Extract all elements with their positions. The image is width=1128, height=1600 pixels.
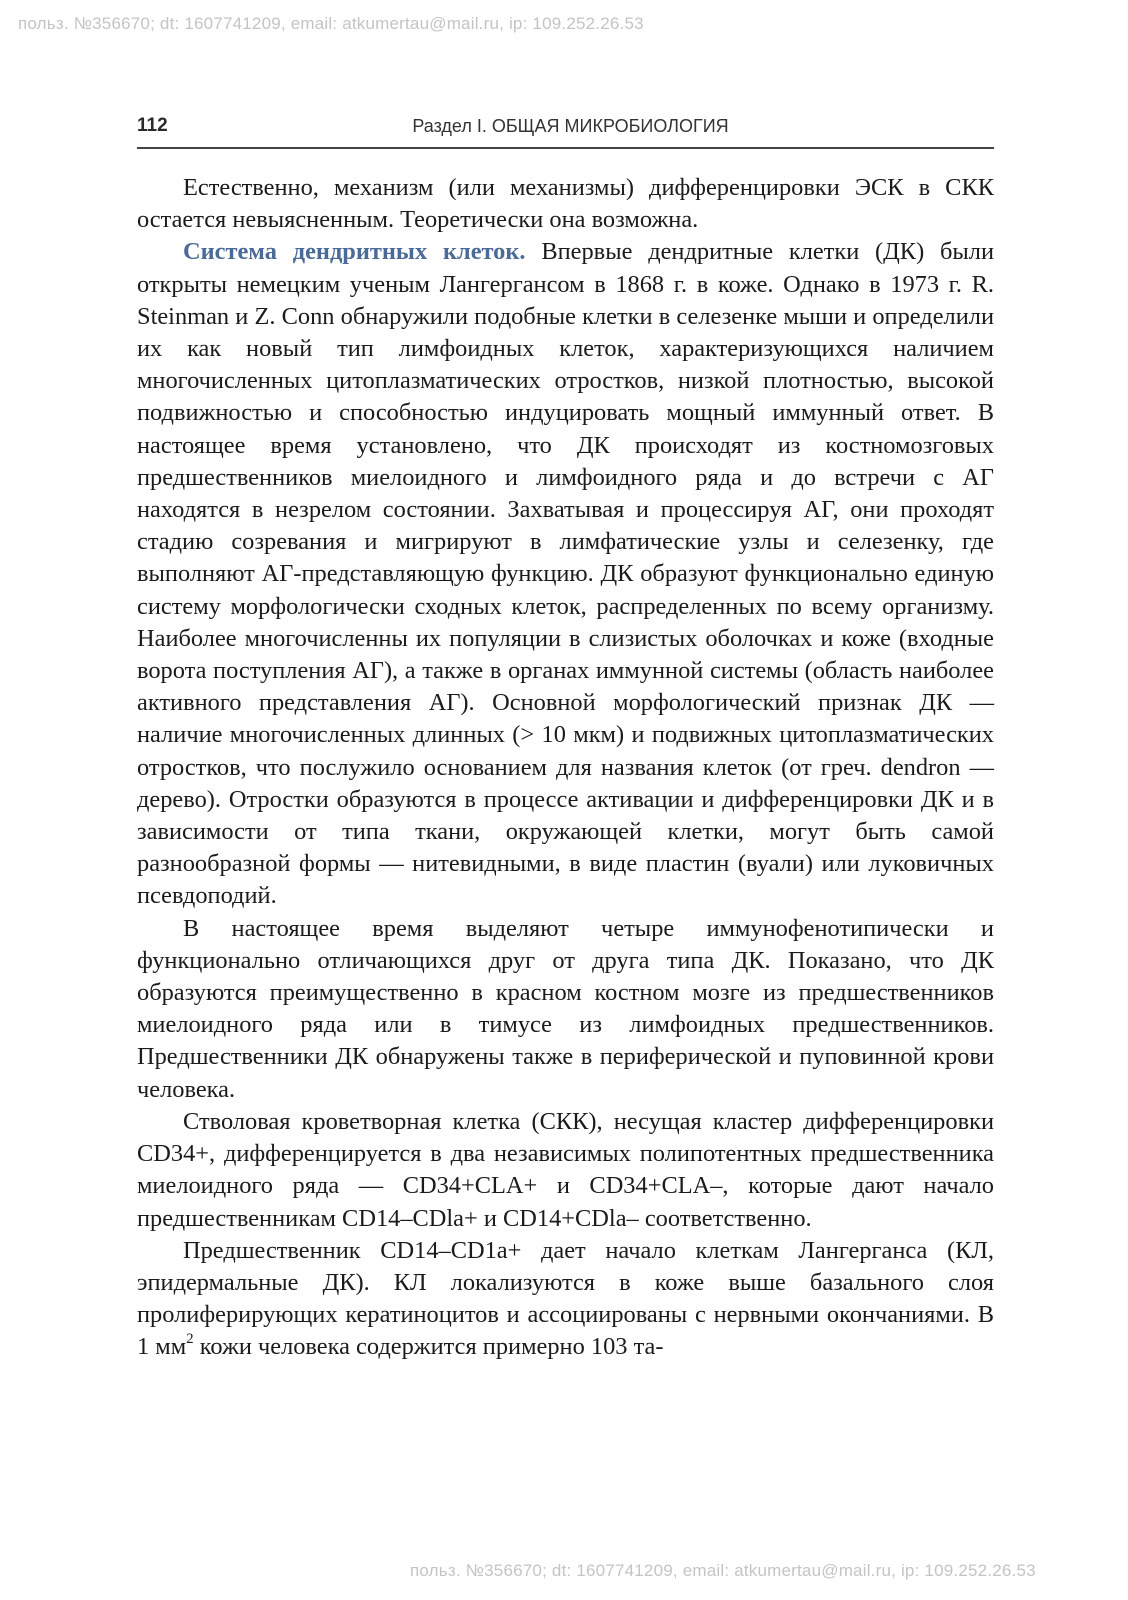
paragraph-5 (137, 1235, 994, 1364)
paragraph-2-text: Впервые дендритные клетки (ДК) были открыты немецким ученым Лангергансом в 1868 г. в коже. Однако в 1973 г. R. Steinman и Z. Conn обнаружили подобные клетки в селезенке мыши и определили их как новый тип лимфоидных клеток, характеризующихся наличием многочисленных цитоплазматических отростков, низкой плотностью, высокой подвижностью и способностью индуцировать мощный иммунный ответ. В настоящее время установлено, что ДК происходят из костномозговых предшественников миелоидного и лимфоидного ряда и до встречи с АГ находятся в незрелом состоянии. Захватывая и процессируя АГ, они проходят стадию созревания и мигрируют в лимфатические узлы и селезенку, где выполняют АГ-представляющую функцию. ДК образуют функционально единую систему морфологически сходных клеток, распределенных по всему организму. Наиболее многочисленны их популяции в слизистых оболочках и коже (входные ворота поступления АГ), а также в органах иммунной системы (область наиболее активного представления АГ). Основной морфологический признак ДК — наличие многочисленных длинных (> 10 мкм) и подвижных цитоплазматических отростков, что послужило основанием для названия клеток (от греч. dendron — дерево). Отростки образуются в процессе активации и дифференцировки ДК и в зависимости от типа ткани, окружающей клетки, могут быть самой разнообразной формы — нитевидными, в виде пластин (вуали) или луковичных псевдоподий. (137, 238, 995, 910)
section-title: Раздел I. ОБЩАЯ МИКРОБИОЛОГИЯ (412, 116, 729, 136)
watermark-bottom: польз. №356670; dt: 1607741209, email: atkumertau@mail.ru, ip: 109.252.26.53 (410, 1561, 1036, 1580)
paragraph-5-text-start: Предшественник CD14–CD1a+ дает начало клеткам Лангерганса (КЛ, эпидермальные ДК). КЛ локализуются в коже выше базального слоя пролиферирующих кератиноцитов и ассоциированы с нервными окончаниями. В 1 мм (137, 1236, 994, 1361)
paragraph-3: В настоящее время выделяют четыре иммунофенотипически и функционально отличающихся друг от друга типа ДК. Показано, что ДК образуются преимущественно в красном костном мозге из предшественников миелоидного ряда или в тимусе из лимфоидных предшественников. Предшественники ДК обнаружены также в периферической и пуповинной крови человека. (137, 914, 994, 1103)
page-number: 112 (137, 115, 168, 136)
paragraph-5-text-end: кожи человека содержится примерно 103 та- (193, 1333, 664, 1361)
superscript-2: 2 (186, 1331, 194, 1348)
body-text (137, 172, 994, 1364)
paragraph-4: Стволовая кроветворная клетка (СКК), несущая кластер дифференцировки CD34+, дифференцируется в два независимых полипотентных предшественника миелоидного ряда — CD34+CLA+ и CD34+CLA–, которые дают начало предшественникам CD14–CDla+ и CD14+CDla– соответственно. (137, 1107, 994, 1232)
dendritic-cells-subheading: Система дендритных клеток. (183, 238, 526, 266)
paragraph-2 (137, 236, 994, 912)
running-header (137, 113, 994, 149)
watermark-top: польз. №356670; dt: 1607741209, email: atkumertau@mail.ru, ip: 109.252.26.53 (18, 14, 644, 33)
paragraph-1: Естественно, механизм (или механизмы) дифференцировки ЭСК в СКК остается невыясненным. Теоретически она возможна. (137, 174, 994, 234)
